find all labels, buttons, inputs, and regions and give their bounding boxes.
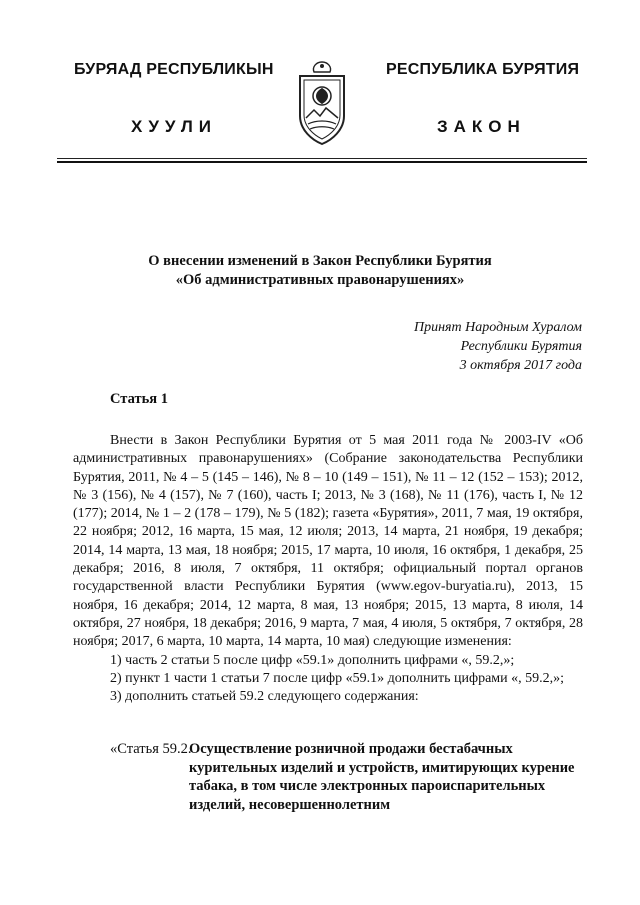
article-1-body <box>73 432 583 706</box>
new-article-title: Осуществление розничной продажи бестабачных курительных изделий и устройств, имитирующих курение табака, в том числе электронных парoиспарительных изделий, несовершеннолетним <box>189 741 575 813</box>
header-left-line1: БУРЯАД РЕСПУБЛИКЫН <box>74 61 274 78</box>
article-1-item-3: 3) дополнить статьей 59.2 следующего содержания: <box>110 689 419 705</box>
header-right-line1: РЕСПУБЛИКА БУРЯТИЯ <box>386 61 580 78</box>
header-divider-thin <box>57 158 587 159</box>
law-title-line1: О внесении изменений в Закон Республики Бурятия <box>148 253 492 269</box>
article-1-heading: Статья 1 <box>110 391 168 407</box>
new-article-label: «Статья 59.2. <box>110 741 192 757</box>
adoption-date: 3 октября 2017 года <box>459 358 582 373</box>
header-right-line2: ЗАКОН <box>437 117 526 136</box>
adoption-note <box>414 318 582 375</box>
article-1-item-2: 2) пункт 1 части 1 статьи 7 после цифр «59.1» дополнить цифрами «, 59.2,»; <box>110 670 565 686</box>
republic-coat-of-arms-icon <box>290 58 354 148</box>
article-1-intro: Внести в Закон Республики Бурятия от 5 мая 2011 года № 2003-IV «Об административных правонарушениях» (Собрание законодательства Республики Бурятия, 2011, № 4 – 5 (145 – 146), № 8 – 10 (149 – 151), № 11 – 12 (152 – 153); 2012, № 3 (156), № 4 (157), № 7 (160), часть I; 2013, № 3 (168), № 11 (176), часть I, № 12 (177); 2014, № 1 – 2 (178 – 179), № 5 (182); газета «Бурятия», 2011, 7 мая, 19 октября, 22 ноября; 2012, 16 марта, 15 мая, 12 июля; 2013, 14 марта, 21 ноября, 19 декабря; 2014, 14 марта, 13 мая, 18 ноября; 2015, 17 марта, 10 июля, 16 октября, 1 декабря, 25 декабря; 2016, 8 июля, 7 октября, 11 октября; официальный портал органов государственной власти Республики Бурятия (www.egov-buryatia.ru), 2013, 15 ноября, 16 декабря; 2014, 12 марта, 8 мая, 13 ноября; 2015, 13 марта, 8 июля, 14 октября, 27 ноября, 18 декабря; 2016, 9 марта, 7 мая, 4 июля, 5 октября, 7 октября, 28 ноября; 2017, 6 марта, 10 марта, 14 марта, 10 мая) следующие изменения: <box>73 433 583 650</box>
article-1-item-1: 1) часть 2 статьи 5 после цифр «59.1» дополнить цифрами «, 59.2,»; <box>110 652 515 668</box>
law-title <box>60 252 580 290</box>
law-title-line2: «Об административных правонарушениях» <box>175 272 465 288</box>
adoption-line2: Республики Бурятия <box>460 339 582 354</box>
adoption-line1: Принят Народным Хуралом <box>413 320 582 335</box>
header-left-line2: ХУУЛИ <box>131 117 217 136</box>
header-divider-thick <box>57 161 587 163</box>
